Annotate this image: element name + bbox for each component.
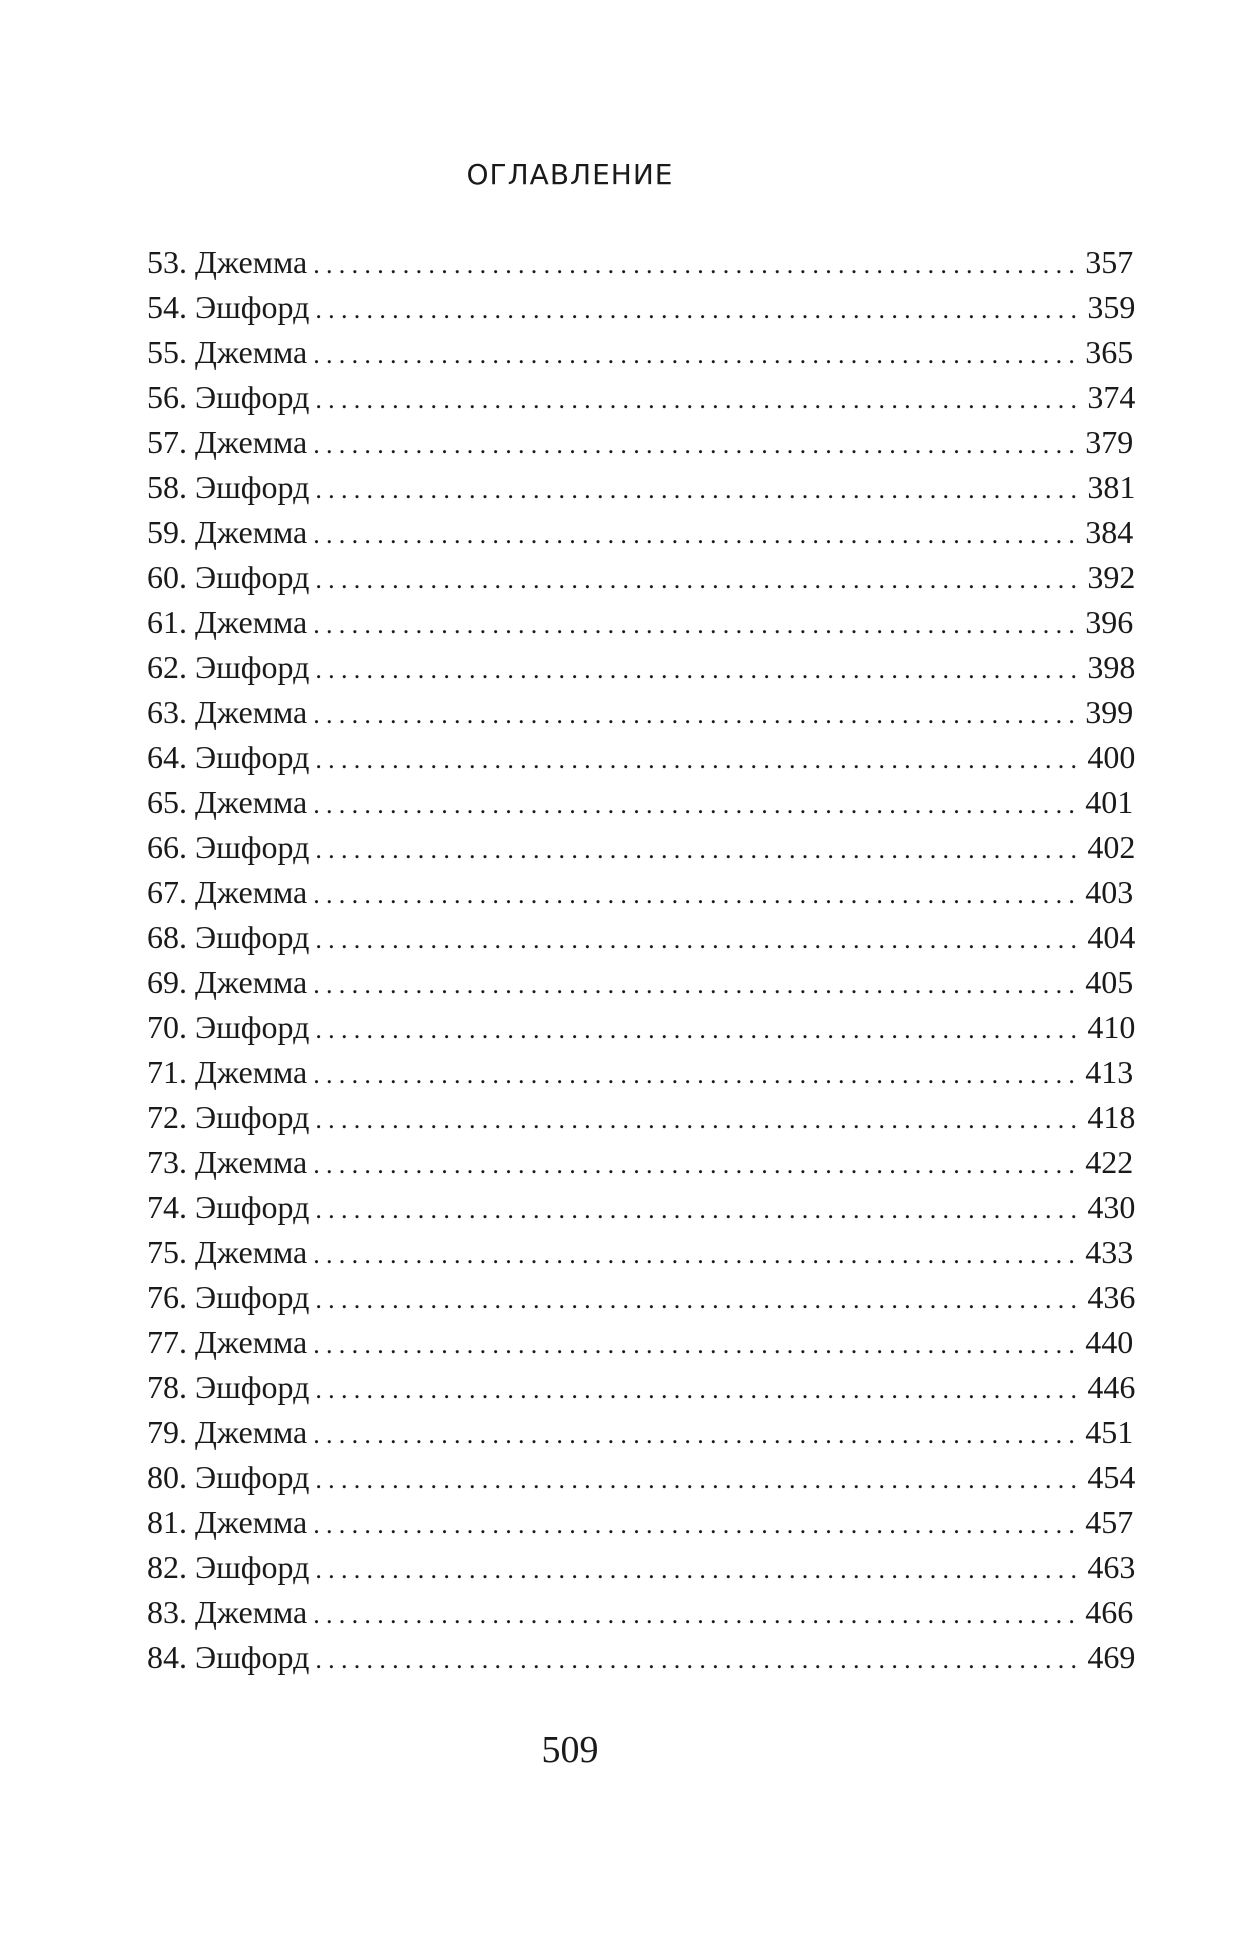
toc-entry-page: 430 (1087, 1189, 1136, 1225)
toc-entry-page: 404 (1087, 919, 1136, 955)
toc-entry (147, 1140, 1134, 1185)
toc-dot-leader: ............................................................ (313, 1060, 1082, 1089)
page-number: 509 (541, 1729, 599, 1771)
toc-entry-label: 71. Джемма (147, 1054, 308, 1090)
toc-dot-leader: ............................................................ (315, 295, 1084, 324)
page-title: ОГЛАВЛЕНИЕ (466, 158, 674, 191)
toc-entry-label: 53. Джемма (147, 244, 308, 280)
toc-entry-page: 365 (1085, 334, 1134, 370)
toc-entry-label: 84. Эшфорд (147, 1639, 310, 1675)
toc-entry (147, 1275, 1136, 1320)
toc-entry-label: 77. Джемма (147, 1324, 308, 1360)
toc-entry-page: 403 (1085, 874, 1134, 910)
toc-entry (147, 375, 1136, 420)
toc-entry-page: 398 (1087, 649, 1136, 685)
toc-entry (147, 780, 1134, 825)
toc-entry-page: 457 (1085, 1504, 1134, 1540)
toc-dot-leader: ............................................................ (315, 1555, 1084, 1584)
toc-entry-label: 80. Эшфорд (147, 1459, 310, 1495)
toc-entry (147, 1590, 1134, 1635)
toc-entry-page: 400 (1087, 739, 1136, 775)
toc-entry-page: 422 (1085, 1144, 1134, 1180)
toc-entry (147, 825, 1136, 870)
toc-entry-label: 65. Джемма (147, 784, 308, 820)
toc-entry-page: 410 (1087, 1009, 1136, 1045)
toc-entry-label: 73. Джемма (147, 1144, 308, 1180)
toc-entry-label: 60. Эшфорд (147, 559, 310, 595)
toc-entry (147, 960, 1134, 1005)
toc-entry (147, 420, 1134, 465)
toc-entry-page: 469 (1087, 1639, 1136, 1675)
toc-entry (147, 1095, 1136, 1140)
toc-entry (147, 555, 1136, 600)
toc-entry (147, 1050, 1134, 1095)
toc-entry-page: 381 (1087, 469, 1136, 505)
toc-dot-leader: ............................................................ (313, 1420, 1082, 1449)
toc-dot-leader: ............................................................ (313, 520, 1082, 549)
toc-entry-page: 359 (1087, 289, 1136, 325)
toc-entry-label: 62. Эшфорд (147, 649, 310, 685)
toc-dot-leader: ............................................................ (315, 1195, 1084, 1224)
toc-entry (147, 870, 1134, 915)
toc-entry (147, 1635, 1136, 1680)
toc-entry (147, 465, 1136, 510)
toc-dot-leader: ............................................................ (315, 1105, 1084, 1134)
toc-dot-leader: ............................................................ (313, 700, 1082, 729)
toc-entry-label: 56. Эшфорд (147, 379, 310, 415)
toc-entry (147, 330, 1134, 375)
toc-dot-leader: ............................................................ (315, 565, 1084, 594)
toc-entry (147, 1410, 1134, 1455)
toc-entry-page: 374 (1087, 379, 1136, 415)
toc-dot-leader: ............................................................ (313, 880, 1082, 909)
toc-dot-leader: ............................................................ (313, 1150, 1082, 1179)
toc-entry-page: 463 (1087, 1549, 1136, 1585)
toc-entry (147, 1230, 1134, 1275)
toc-dot-leader: ............................................................ (315, 1645, 1084, 1674)
toc-entry (147, 1545, 1136, 1590)
toc-entry-page: 384 (1085, 514, 1134, 550)
toc-entry-page: 451 (1085, 1414, 1134, 1450)
toc-entry (147, 690, 1134, 735)
toc-dot-leader: ............................................................ (313, 790, 1082, 819)
toc-entry-label: 57. Джемма (147, 424, 308, 460)
toc-entry-page: 399 (1085, 694, 1134, 730)
toc-entry-page: 357 (1085, 244, 1134, 280)
toc-entry-label: 83. Джемма (147, 1594, 308, 1630)
toc-entry-page: 466 (1085, 1594, 1134, 1630)
toc-entry-label: 70. Эшфорд (147, 1009, 310, 1045)
toc-entry-label: 78. Эшфорд (147, 1369, 310, 1405)
toc-entry-label: 66. Эшфорд (147, 829, 310, 865)
toc-dot-leader: ............................................................ (315, 385, 1084, 414)
toc-entry-label: 64. Эшфорд (147, 739, 310, 775)
toc-entry-page: 402 (1087, 829, 1136, 865)
toc-dot-leader: ............................................................ (315, 835, 1084, 864)
toc-entry (147, 1500, 1134, 1545)
toc-dot-leader: ............................................................ (315, 1015, 1084, 1044)
toc-entry-page: 433 (1085, 1234, 1134, 1270)
toc-dot-leader: ............................................................ (313, 610, 1082, 639)
toc-dot-leader: ............................................................ (315, 655, 1084, 684)
toc-entry (147, 1455, 1136, 1500)
toc-dot-leader: ............................................................ (313, 250, 1082, 279)
toc-entry-label: 72. Эшфорд (147, 1099, 310, 1135)
toc-entry-page: 436 (1087, 1279, 1136, 1315)
toc-dot-leader: ............................................................ (313, 1330, 1082, 1359)
toc-dot-leader: ............................................................ (313, 970, 1082, 999)
toc-dot-leader: ............................................................ (313, 340, 1082, 369)
toc-dot-leader: ............................................................ (315, 1465, 1084, 1494)
toc-entry-label: 75. Джемма (147, 1234, 308, 1270)
toc-entry-page: 454 (1087, 1459, 1136, 1495)
toc-dot-leader: ............................................................ (313, 1510, 1082, 1539)
toc-dot-leader: ............................................................ (315, 1375, 1084, 1404)
toc-entry (147, 1365, 1136, 1410)
toc-entry-page: 413 (1085, 1054, 1134, 1090)
toc-dot-leader: ............................................................ (313, 1600, 1082, 1629)
toc-entry (147, 1005, 1136, 1050)
toc-entry (147, 510, 1134, 555)
toc-entry (147, 1320, 1134, 1365)
toc-entry-label: 61. Джемма (147, 604, 308, 640)
toc-entry-page: 446 (1087, 1369, 1136, 1405)
toc-entry (147, 600, 1134, 645)
toc-entry (147, 1185, 1136, 1230)
toc-entry (147, 240, 1134, 285)
toc-entry-label: 81. Джемма (147, 1504, 308, 1540)
toc-entry-label: 59. Джемма (147, 514, 308, 550)
toc-dot-leader: ............................................................ (315, 925, 1084, 954)
toc-entry-label: 79. Джемма (147, 1414, 308, 1450)
toc-entry (147, 285, 1136, 330)
toc-entry-label: 69. Джемма (147, 964, 308, 1000)
toc-entry-page: 418 (1087, 1099, 1136, 1135)
toc-entry-label: 58. Эшфорд (147, 469, 310, 505)
toc-entry (147, 645, 1136, 690)
toc-entry-page: 440 (1085, 1324, 1134, 1360)
table-of-contents (147, 240, 1136, 1680)
toc-entry-label: 74. Эшфорд (147, 1189, 310, 1225)
toc-entry-page: 401 (1085, 784, 1134, 820)
toc-entry-page: 396 (1085, 604, 1134, 640)
toc-dot-leader: ............................................................ (315, 1285, 1084, 1314)
toc-dot-leader: ............................................................ (315, 475, 1084, 504)
toc-entry (147, 915, 1136, 960)
toc-entry-label: 68. Эшфорд (147, 919, 310, 955)
toc-dot-leader: ............................................................ (313, 1240, 1082, 1269)
toc-entry-page: 405 (1085, 964, 1134, 1000)
toc-entry-label: 55. Джемма (147, 334, 308, 370)
toc-entry-label: 63. Джемма (147, 694, 308, 730)
toc-entry-page: 379 (1085, 424, 1134, 460)
toc-entry-page: 392 (1087, 559, 1136, 595)
toc-dot-leader: ............................................................ (313, 430, 1082, 459)
toc-entry-label: 54. Эшфорд (147, 289, 310, 325)
toc-entry-label: 76. Эшфорд (147, 1279, 310, 1315)
toc-entry-label: 82. Эшфорд (147, 1549, 310, 1585)
toc-entry-label: 67. Джемма (147, 874, 308, 910)
toc-dot-leader: ............................................................ (315, 745, 1084, 774)
toc-entry (147, 735, 1136, 780)
